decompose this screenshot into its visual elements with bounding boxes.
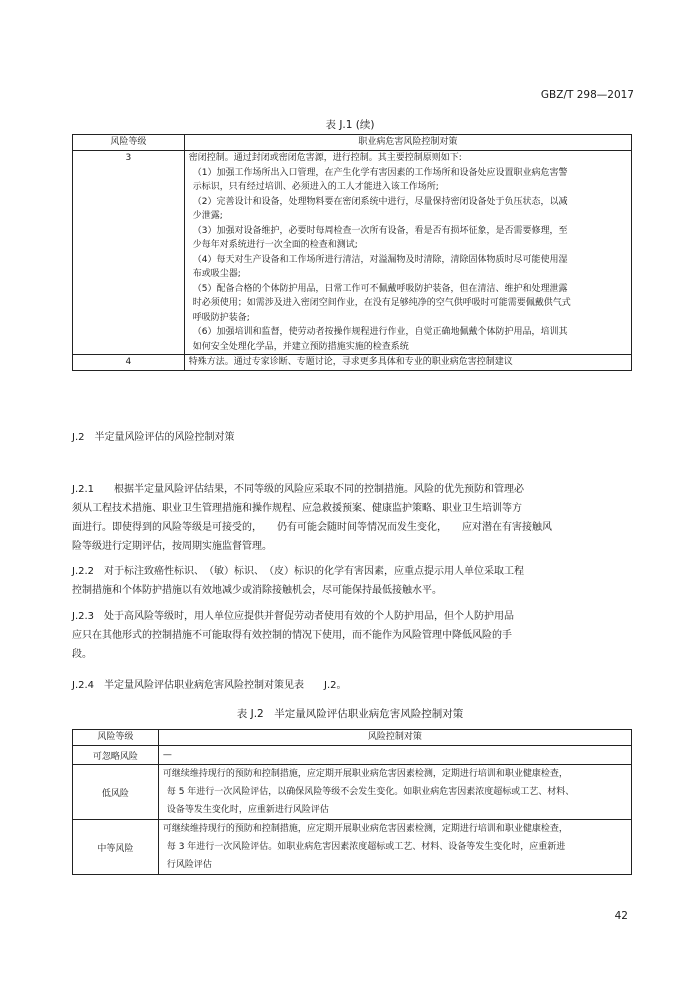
cell-line: 布或吸尘器;: [192, 269, 241, 279]
table-j2: [72, 729, 632, 875]
table-row: [73, 355, 632, 371]
control-measures-cell: [158, 746, 631, 765]
risk-level-cell: 可忽略风险: [73, 746, 159, 765]
table-j1-header-level: 风险等级: [73, 135, 185, 151]
paragraph-j2-1: [72, 480, 612, 556]
table-j2-header-control: 风险控制对策: [158, 730, 631, 746]
paragraph-line: 面进行。即使得到的风险等级是可接受的， 仍有可能会随时间等情况而发生变化， 应对潜在有害接触风: [72, 522, 552, 533]
cell-line: （1）加强工作场所出入口管理，在产生化学有害因素的工作场所和设备处应设置职业病危害警: [192, 167, 568, 178]
risk-level-cell: 4: [73, 355, 185, 371]
risk-level-cell: 中等风险: [73, 820, 159, 875]
table-j2-caption: 表 J.2 半定量风险评估职业病危害风险控制对策: [236, 708, 464, 720]
table-j1: [72, 134, 632, 371]
cell-line: （2）完善设计和设备，处理物料要在密闭系统中进行，尽量保持密闭设备处于负压状态，以减: [192, 196, 568, 207]
paragraph-line: 根据半定量风险评估结果，不同等级的风险应采取不同的控制措施。风险的优先预防和管理必: [114, 484, 525, 495]
page-number: 42: [614, 910, 628, 922]
clause-number: J.2.3: [72, 611, 95, 622]
paragraph-line: 控制措施和个体防护措施以有效地减少或消除接触机会，尽可能保持最低接触水平。: [72, 585, 442, 596]
cell-line: （4）每天对生产设备和工作场所进行清洁，对溢漏物及时清除，清除固体物质时尽可能使用湿: [192, 254, 568, 265]
cell-line: 少泄露;: [192, 211, 223, 221]
control-measures-cell: [184, 355, 631, 371]
cell-line: 每 5 年进行一次风险评估，以确保风险等级不会发生变化。如职业病危害因素浓度超标或工艺、材料、: [166, 787, 575, 797]
table-j1-header-row: [73, 135, 632, 151]
cell-line: 特殊方法。通过专家诊断、专题讨论，寻求更多具体和专业的职业病危害控制建议: [188, 357, 513, 367]
cell-line: 可继续维持现行的预防和控制措施，应定期开展职业病危害因素检测，定期进行培训和职业健康检查，: [162, 769, 568, 779]
cell-line: （3）加强对设备维护，必要时每周检查一次所有设备，看是否有损坏征象，是否需要修理，至: [192, 225, 568, 236]
paragraph-line: 险等级进行定期评估，按周期实施监督管理。: [72, 541, 272, 552]
table-j2-header-row: [73, 730, 632, 746]
table-j1-caption: 表 J.1 (续): [325, 119, 375, 131]
paragraph-line: 应只在其他形式的控制措施不可能取得有效控制的情况下使用，而不能作为风险管理中降低风险的手: [72, 630, 512, 641]
section-title: J.2 半定量风险评估的风险控制对策: [72, 432, 235, 443]
clause-number: J.2.1: [72, 484, 95, 495]
cell-line: 呼吸防护装备;: [192, 312, 250, 323]
control-measures-cell: [184, 151, 631, 355]
risk-level-cell: 低风险: [73, 765, 159, 820]
paragraph-j2-3: [72, 607, 612, 664]
clause-number: J.2.2: [72, 566, 95, 577]
paragraph-j2-2: [72, 562, 612, 600]
cell-line: 可继续维持现行的预防和控制措施，应定期开展职业病危害因素检测，定期进行培训和职业健康检查，: [162, 824, 568, 834]
control-measures-cell: [158, 820, 631, 875]
cell-line: 时必须使用；如需涉及进入密闭空间作业，在没有足够纯净的空气供呼吸时可能需要佩戴供气式: [192, 298, 571, 308]
cell-line: 行风险评估: [166, 860, 212, 870]
risk-level-cell: 3: [73, 151, 185, 355]
cell-line: —: [162, 750, 172, 760]
cell-line: 密闭控制。通过封闭或密闭危害源，进行控制。其主要控制原则如下:: [188, 153, 462, 163]
paragraph-line: 须从工程技术措施、职业卫生管理措施和操作规程、应急救援预案、健康监护策略、职业卫生培训等方: [72, 503, 522, 514]
cell-line: 示标识，只有经过培训、必须进入的工人才能进入该工作场所;: [192, 182, 439, 192]
paragraph-j2-4: [72, 676, 612, 695]
control-measures-cell: [158, 765, 631, 820]
standard-code: GBZ/T 298—2017: [540, 89, 634, 101]
paragraph-line: 处于高风险等级时，用人单位应提供并督促劳动者使用有效的个人防护用品，但个人防护用品: [104, 611, 515, 622]
paragraph-line: 对于标注致癌性标识、 （敏）标识、 （皮）标识的化学有害因素，应重点提示用人单位采取工程: [104, 566, 525, 577]
table-row: [73, 151, 632, 355]
cell-line: （6）加强培训和监督，使劳动者按操作规程进行作业，自觉正确地佩戴个体防护用品，培训其: [192, 327, 568, 337]
table-j1-header-control: 职业病危害风险控制对策: [184, 135, 631, 151]
table-j2-header-level: 风险等级: [73, 730, 159, 746]
cell-line: 设备等发生变化时，应重新进行风险评估: [166, 805, 329, 815]
cell-line: 每 3 年进行一次风险评估。如职业病危害因素浓度超标或工艺、材料、设备等发生变化时，应重新进: [166, 842, 566, 852]
table-row: [73, 820, 632, 875]
paragraph-line: 段。: [72, 649, 92, 660]
paragraph-line: 半定量风险评估职业病危害风险控制对策见表 J.2。: [104, 680, 347, 691]
clause-number: J.2.4: [72, 680, 95, 691]
table-row: [73, 746, 632, 765]
table-row: [73, 765, 632, 820]
cell-line: 少每年对系统进行一次全面的检查和测试;: [192, 240, 358, 250]
cell-line: 如何安全处理化学品，并建立预防措施实施的检查系统: [192, 341, 409, 352]
cell-line: （5）配备合格的个体防护用品，日常工作可不佩戴呼吸防护装备，但在清洁、维护和处理泄露: [192, 283, 568, 294]
